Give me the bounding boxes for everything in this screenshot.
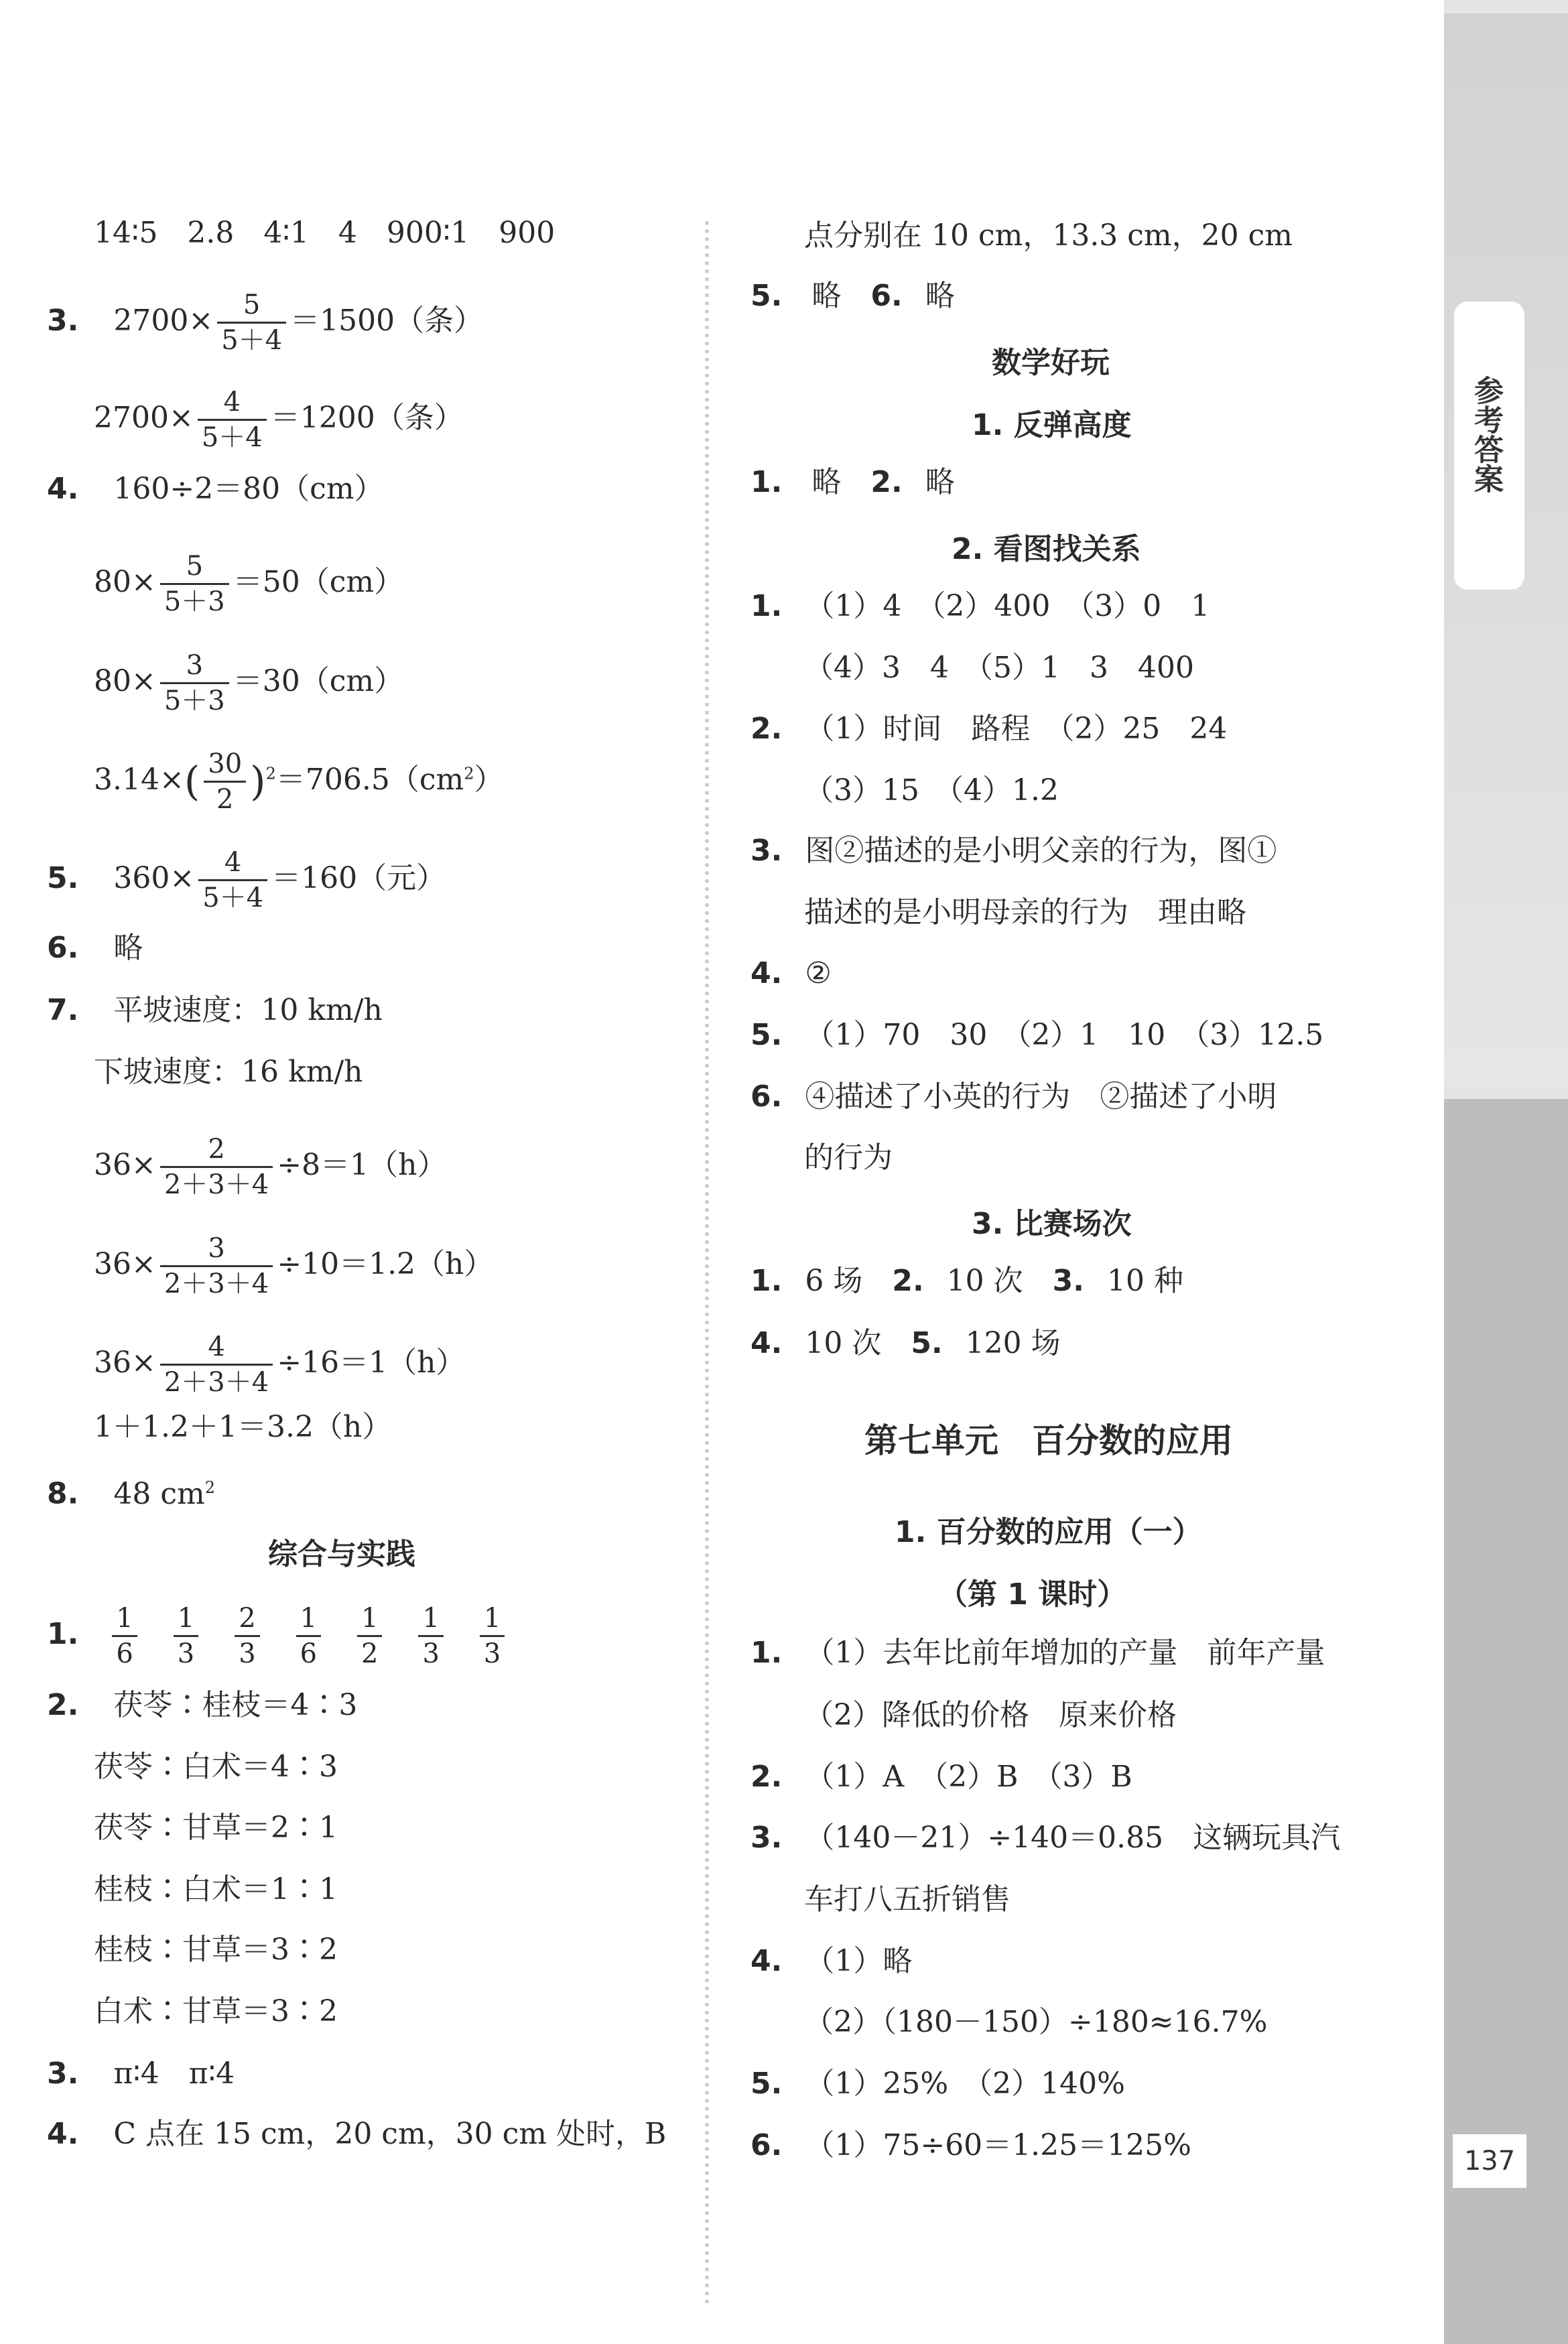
question-number: 5. (911, 1326, 943, 1360)
answer-5-6: 5. 略 6. 略 (750, 279, 955, 313)
practice-4: 4. C 点在 15 cm，20 cm，30 cm 处时，B (47, 2117, 667, 2151)
question-number: 5. (750, 2067, 783, 2101)
subsection-heading: 2. 看图找关系 (952, 532, 1141, 566)
fraction: $\frac{2}{2+3+4}$ (160, 1132, 273, 1201)
question-number: 1. (750, 465, 783, 499)
answer-line: 14∶5 2.8 4∶1 4 900∶1 900 (94, 216, 556, 250)
question-number: 4. (750, 1326, 783, 1360)
answer-line: 36× $\frac{2}{2+3+4}$ ÷8＝1（h） (94, 1134, 447, 1200)
answer-line: 36× $\frac{4}{2+3+4}$ ÷16＝1（h） (94, 1331, 466, 1398)
question-number: 2. (750, 712, 783, 746)
answer-2: 2. （1）时间 路程 （2）25 24 (750, 712, 1228, 746)
question-number: 3. (750, 834, 783, 868)
answer-1: 1. （1）去年比前年增加的产量 前年产量 (750, 1636, 1325, 1670)
section-heading: 数学好玩 (992, 346, 1110, 380)
answer-line: （4）3 4 （5）1 3 400 (804, 651, 1194, 685)
answer-4-5: 4. 10 次 5. 120 场 (750, 1326, 1061, 1360)
answer-line: 茯苓∶甘草＝2∶1 (94, 1811, 338, 1845)
question-number: 4. (47, 2117, 79, 2151)
question-number: 7. (47, 993, 79, 1027)
answer-4: 4. ② (750, 956, 832, 990)
question-number: 3. (750, 1821, 783, 1855)
answer-line: 点分别在 10 cm，13.3 cm，20 cm (804, 218, 1293, 253)
question-number: 4. (750, 1944, 783, 1978)
fraction: $\frac{1}{3}$ (418, 1602, 443, 1671)
question-number: 1. (750, 589, 783, 623)
fraction: $\frac{4}{5+4}$ (198, 846, 267, 915)
fraction: $\frac{3}{2+3+4}$ (160, 1232, 273, 1301)
question-number: 1. (750, 1636, 783, 1670)
answer-line: （2）（180－150）÷180≈16.7% (804, 2005, 1268, 2039)
fraction: $\frac{1}{6}$ (296, 1602, 321, 1671)
answer-line: 80× $\frac{5}{5+3}$ ＝50（cm） (94, 551, 404, 617)
question-number: 5. (47, 861, 79, 895)
question-number: 6. (47, 931, 79, 965)
answer-3: 3. （140－21）÷140＝0.85 这辆玩具汽 (750, 1821, 1341, 1855)
answer-5: 5. （1）25% （2）140% (750, 2067, 1125, 2101)
answer-line: 2700× $\frac{4}{5+4}$ ＝1200（条） (94, 387, 464, 453)
answer-line: 下坡速度：16 km/h (94, 1055, 363, 1089)
question-number: 8. (47, 1476, 79, 1511)
fraction: $\frac{2}{3}$ (235, 1602, 259, 1671)
column-divider (705, 221, 709, 2305)
fraction: $\frac{3}{5+3}$ (160, 649, 229, 718)
section-heading: 综合与实践 (268, 1537, 415, 1571)
question-number: 5. (750, 279, 783, 313)
answer-8: 8. 48 $cm^2$ (47, 1476, 215, 1511)
fraction: $\frac{4}{5+4}$ (198, 385, 267, 454)
answer-line: 车打八五折销售 (804, 1882, 1010, 1916)
answer-7: 7. 平坡速度：10 km/h (47, 993, 383, 1027)
answer-line: 白术∶甘草＝3∶2 (94, 1994, 338, 2028)
subsection-heading: 1. 百分数的应用（一） (895, 1515, 1202, 1549)
question-number: 6. (750, 1080, 783, 1114)
fraction: $\frac{1}{2}$ (357, 1602, 382, 1671)
answer-1-2-3: 1. 6 场 2. 10 次 3. 10 种 (750, 1264, 1183, 1298)
answer-6: 6. 略 (47, 931, 143, 965)
answer-line: 描述的是小明母亲的行为 理由略 (804, 895, 1246, 929)
answer-line: 桂枝∶甘草＝3∶2 (94, 1933, 338, 1967)
answer-1-2: 1. 略 2. 略 (750, 465, 955, 499)
answer-line: 桂枝∶白术＝1∶1 (94, 1872, 338, 1906)
question-number: 2. (47, 1688, 79, 1722)
section-tab-label: 参考答案 (1469, 375, 1503, 493)
answer-line: （2）降低的价格 原来价格 (804, 1698, 1177, 1732)
answer-6: 6. （1）75÷60＝1.25＝125% (750, 2128, 1191, 2162)
answer-5: 5. 360× $\frac{4}{5+4}$ ＝160（元） (47, 847, 446, 913)
unit-heading: 第七单元 百分数的应用 (864, 1421, 1233, 1460)
answer-line: （3）15 （4）1.2 (804, 773, 1059, 807)
answer-4: 4. 160÷2＝80（cm） (47, 472, 384, 506)
answer-line: 3.14×( $\frac{30}{2}$ )$^2=706.5(cm^2)$ (94, 748, 504, 815)
answer-5: 5. （1）70 30 （2）1 10 （3）12.5 (750, 1018, 1324, 1052)
answer-1: 1. （1）4 （2）400 （3）0 1 (750, 589, 1210, 623)
answer-2: 2. （1）A （2）B （3）B (750, 1760, 1132, 1794)
answer-line: 36× $\frac{3}{2+3+4}$ ÷10＝1.2（h） (94, 1233, 494, 1299)
fraction: $\frac{1}{3}$ (480, 1602, 505, 1671)
question-number: 3. (1052, 1264, 1084, 1298)
fraction: $\frac{5}{5+3}$ (160, 549, 229, 618)
answer-4: 4. （1）略 (750, 1944, 913, 1978)
question-number: 2. (750, 1760, 783, 1794)
fraction: $\frac{1}{3}$ (174, 1602, 198, 1671)
fraction: $\frac{5}{5+4}$ (217, 288, 286, 357)
question-number: 1. (750, 1264, 783, 1298)
question-number: 1. (47, 1617, 79, 1651)
subsection-heading: 1. 反弹高度 (972, 408, 1132, 442)
question-number: 4. (47, 472, 79, 506)
answer-line: 的行为 (804, 1141, 893, 1175)
lesson-heading: （第 1 课时） (938, 1577, 1127, 1612)
answer-line: 1＋1.2＋1＝3.2（h） (94, 1410, 392, 1444)
question-number: 6. (750, 2128, 783, 2162)
fraction: $\frac{30}{2}$ (204, 747, 246, 816)
answer-6: 6. ④描述了小英的行为 ②描述了小明 (750, 1080, 1277, 1114)
question-number: 5. (750, 1018, 783, 1052)
question-number: 2. (892, 1264, 924, 1298)
answer-3: 3. 图②描述的是小明父亲的行为，图① (750, 834, 1277, 868)
answer-line: 茯苓∶白术＝4∶3 (94, 1750, 338, 1784)
question-number: 3. (47, 2057, 79, 2091)
answer-line: 80× $\frac{3}{5+3}$ ＝30（cm） (94, 650, 404, 716)
subsection-heading: 3. 比赛场次 (972, 1207, 1132, 1241)
practice-2: 2. 茯苓∶桂枝＝4∶3 (47, 1688, 358, 1722)
question-number: 2. (870, 465, 903, 499)
practice-3: 3. π∶4 π∶4 (47, 2057, 235, 2091)
practice-1 (47, 1602, 509, 1671)
page-number: 137 (1453, 2134, 1526, 2188)
question-number: 3. (47, 304, 79, 338)
question-number: 6. (870, 279, 903, 313)
question-number: 4. (750, 956, 783, 990)
fraction: $\frac{1}{6}$ (112, 1602, 137, 1671)
answer-3: 3. 2700× $\frac{5}{5+4}$ ＝1500（条） (47, 289, 484, 356)
fraction: $\frac{4}{2+3+4}$ (160, 1330, 273, 1399)
